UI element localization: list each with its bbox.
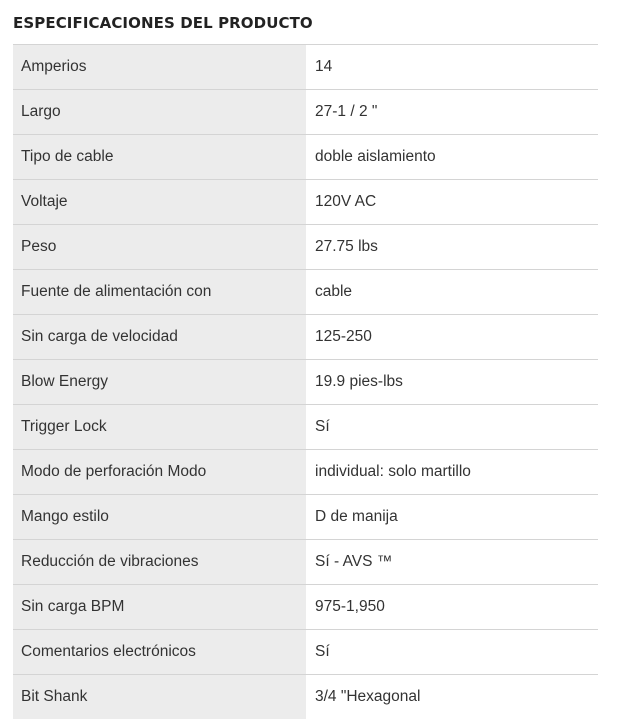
table-row [13,405,598,450]
table-row [13,675,598,720]
spec-value: doble aislamiento [306,135,598,180]
spec-label: Comentarios electrónicos [13,630,306,675]
spec-value: 19.9 pies-lbs [306,360,598,405]
spec-label: Fuente de alimentación con [13,270,306,315]
table-row [13,315,598,360]
spec-value: individual: solo martillo [306,450,598,495]
table-row [13,270,598,315]
table-row [13,540,598,585]
page-title: ESPECIFICACIONES DEL PRODUCTO [13,14,313,32]
spec-value: 3/4 "Hexagonal [306,675,598,720]
table-row [13,180,598,225]
table-row [13,90,598,135]
spec-label: Bit Shank [13,675,306,720]
table-row [13,630,598,675]
spec-value: 27.75 lbs [306,225,598,270]
table-row [13,45,598,90]
table-row [13,585,598,630]
table-row [13,225,598,270]
spec-label: Reducción de vibraciones [13,540,306,585]
spec-label: Modo de perforación Modo [13,450,306,495]
spec-label: Sin carga BPM [13,585,306,630]
spec-label: Mango estilo [13,495,306,540]
specifications-table [13,45,598,719]
spec-value: 125-250 [306,315,598,360]
spec-label: Blow Energy [13,360,306,405]
spec-value: 27-1 / 2 " [306,90,598,135]
spec-value: Sí [306,630,598,675]
spec-value: 120V AC [306,180,598,225]
table-row [13,495,598,540]
spec-value: 975-1,950 [306,585,598,630]
table-row [13,450,598,495]
spec-value: Sí [306,405,598,450]
spec-label: Largo [13,90,306,135]
spec-value: D de manija [306,495,598,540]
spec-label: Peso [13,225,306,270]
spec-label: Trigger Lock [13,405,306,450]
spec-value: Sí - AVS ™ [306,540,598,585]
spec-label: Tipo de cable [13,135,306,180]
spec-value: 14 [306,45,598,90]
spec-label: Sin carga de velocidad [13,315,306,360]
table-row [13,360,598,405]
table-row [13,135,598,180]
spec-label: Voltaje [13,180,306,225]
spec-label: Amperios [13,45,306,90]
spec-value: cable [306,270,598,315]
